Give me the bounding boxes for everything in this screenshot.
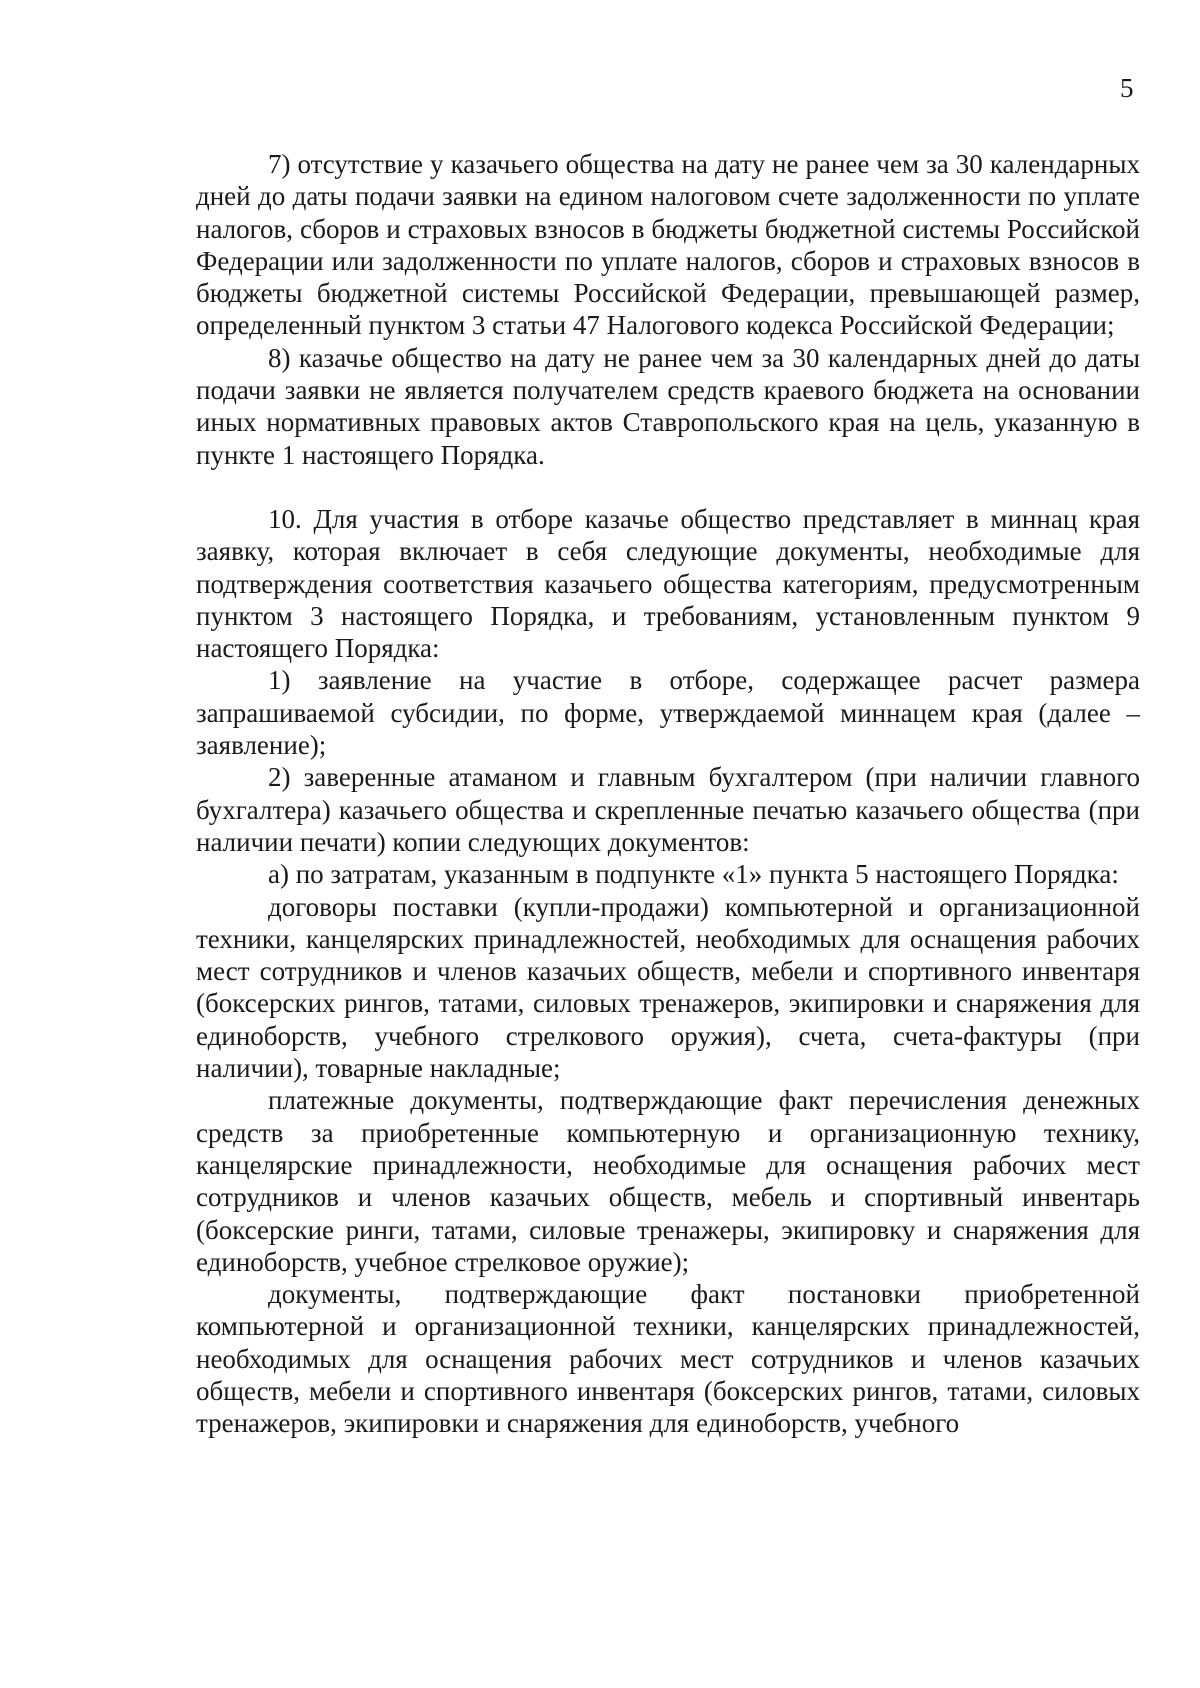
paragraph-item-7: 7) отсутствие у казачьего общества на дату не ранее чем за 30 календарных дней до даты подачи заявки на едином налоговом счете задолженности по уплате налогов, сборов и страховых взносов в бюджеты бюджетной системы Российской Федерации или задолженности по уплате налогов, сборов и страховых взносов в бюджеты бюджетной системы Российской Федерации, превышающей размер, определенный пунктом 3 статьи 47 Налогового кодекса Российской Федерации; bbox=[196, 149, 1140, 341]
paragraph-subitem-1: 1) заявление на участие в отборе, содержащее расчет размера запрашиваемой субсидии, по форме, утверждаемой миннацем края (далее – заявление); bbox=[196, 665, 1140, 761]
paragraph-item-8: 8) казачье общество на дату не ранее чем за 30 календарных дней до даты подачи заявки не является получателем средств краевого бюджета на основании иных нормативных правовых актов Ставропольского края на цель, указанную в пункте 1 настоящего Порядка. bbox=[196, 342, 1140, 470]
paragraph-subitem-2: 2) заверенные атаманом и главным бухгалтером (при наличии главного бухгалтера) казачьего общества и скрепленные печатью казачьего общества (при наличии печати) копии следующих документов: bbox=[196, 762, 1140, 857]
paragraph-registration-docs: документы, подтверждающие факт постановки приобретенной компьютерной и организационной техники, канцелярских принадлежностей, необходимых для оснащения рабочих мест сотрудников и членов казачьих обществ, мебели и спортивного инвентаря (боксерских рингов, татами, силовых тренажеров, экипировки и снаряжения для единоборств, учебного bbox=[196, 1279, 1140, 1439]
page-number: 5 bbox=[1120, 73, 1134, 103]
paragraph-clause-10: 10. Для участия в отборе казачье общество представляет в миннац края заявку, которая включает в себя следующие документы, необходимые для подтверждения соответствия казачьего общества категориям, предусмотренным пунктом 3 настоящего Порядка, и требованиям, установленным пунктом 9 настоящего Порядка: bbox=[196, 503, 1140, 664]
text-body bbox=[196, 148, 1140, 1440]
paragraph-payment-docs: платежные документы, подтверждающие факт перечисления денежных средств за приобретенные компьютерную и организационную технику, канцелярские принадлежности, необходимые для оснащения рабочих мест сотрудников и членов казачьих обществ, мебель и спортивный инвентарь (боксерские ринги, татами, силовые тренажеры, экипировку и снаряжения для единоборств, учебное стрелковое оружие); bbox=[196, 1085, 1140, 1277]
paragraph-subitem-a: а) по затратам, указанным в подпункте «1» пункта 5 настоящего Порядка: bbox=[268, 859, 1119, 890]
paragraph-contracts: договоры поставки (купли-продажи) компьютерной и организационной техники, канцелярских принадлежностей, необходимых для оснащения рабочих мест сотрудников и членов казачьих обществ, мебели и спортивного инвентаря (боксерских рингов, татами, силовых тренажеров, экипировки и снаряжения для единоборств, учебного стрелкового оружия), счета, счета-фактуры (при наличии), товарные накладные; bbox=[196, 891, 1140, 1084]
